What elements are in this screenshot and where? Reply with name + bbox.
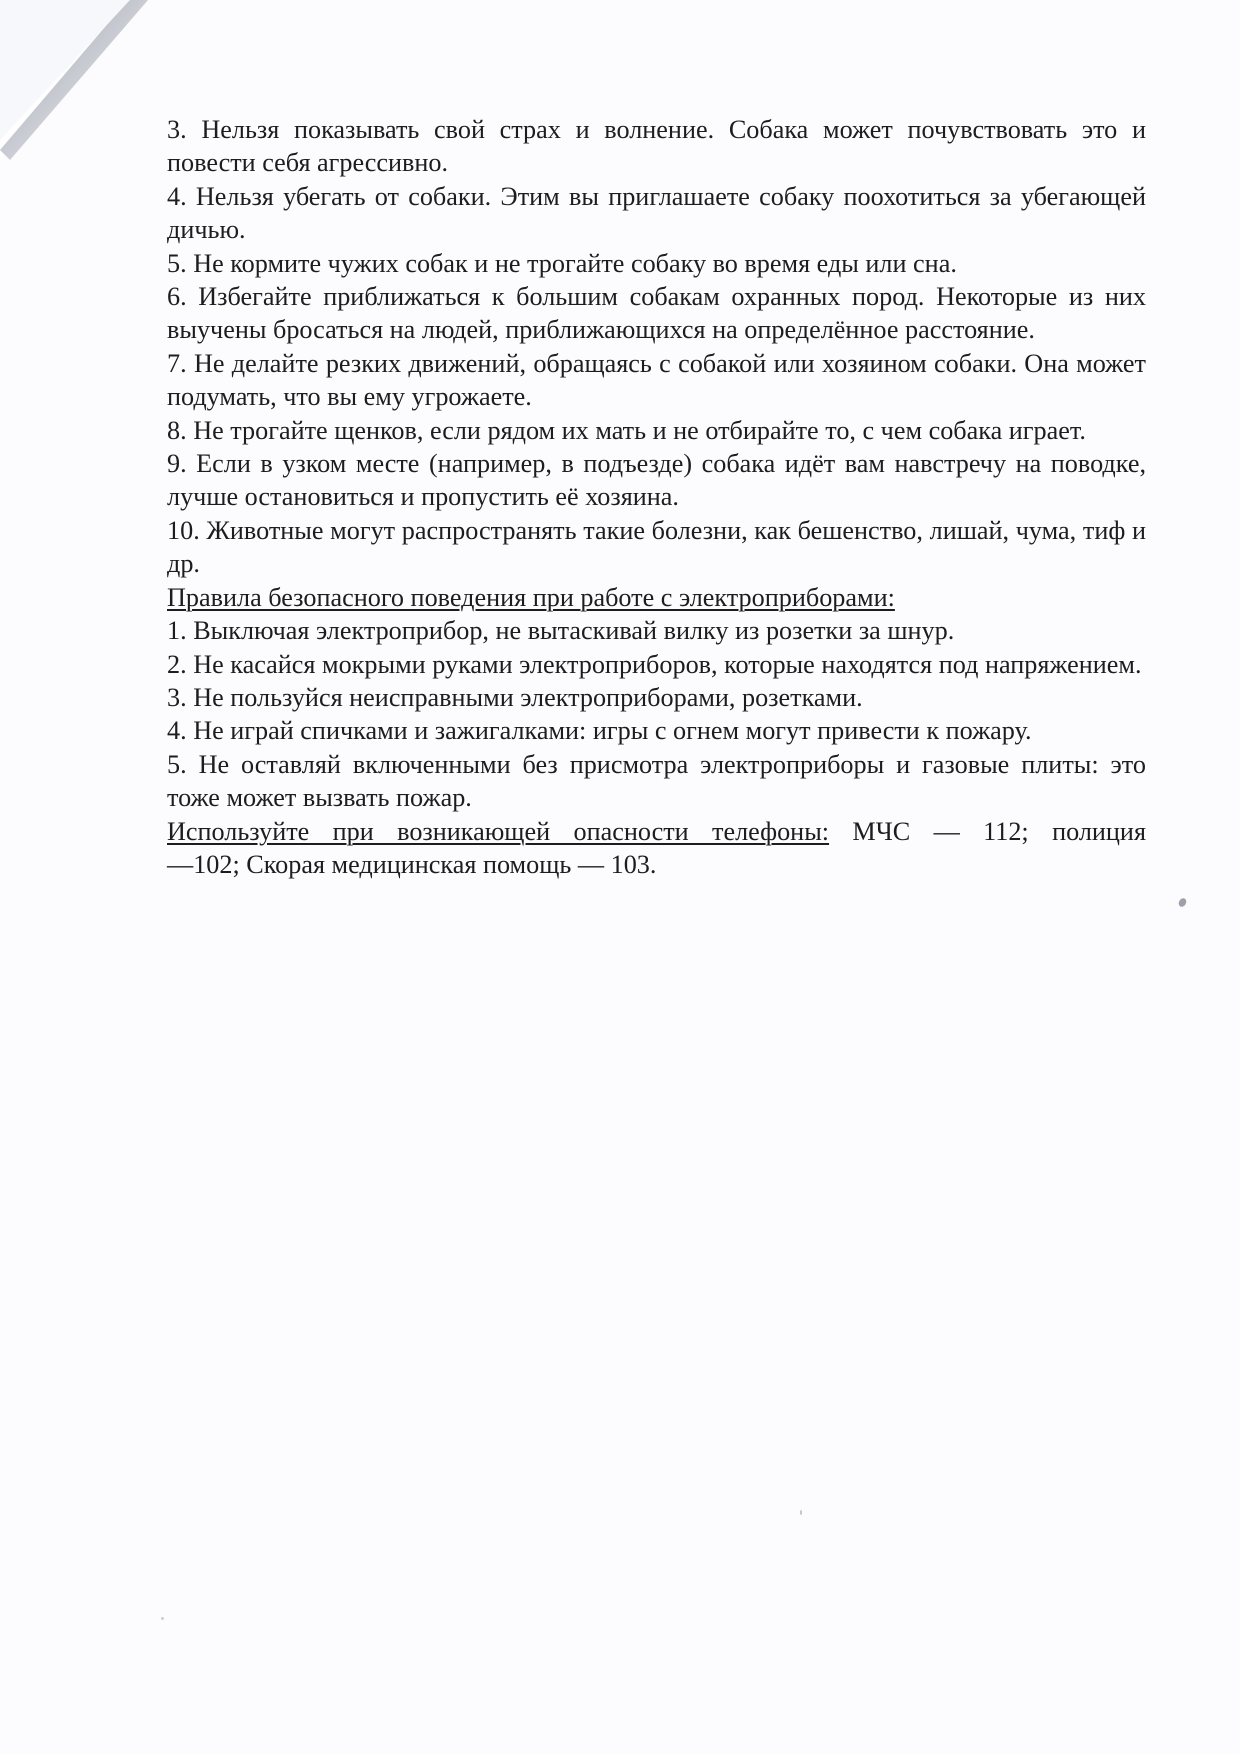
emergency-numbers-part-2: —102; Скорая медицинская помощь — 103.	[167, 849, 657, 879]
rule-item: 3. Нельзя показывать свой страх и волнение. Собака может почувствовать это и повести себя агрессивно.	[167, 115, 1146, 178]
emergency-numbers-part-1: МЧС — 112; полиция	[829, 816, 1146, 846]
emergency-line-1	[167, 815, 1146, 848]
emergency-phones	[167, 815, 1146, 882]
scan-speck	[1177, 897, 1188, 908]
electrical-safety-heading: Правила безопасного поведения при работе с электроприборами:	[167, 582, 895, 612]
electrical-rule-item: 4. Не играй спичками и зажигалками: игры с огнем могут привести к пожару.	[167, 716, 1032, 746]
electrical-rule-item: 2. Не касайся мокрыми руками электроприборов, которые находятся под напряжением.	[167, 649, 1142, 679]
electrical-rule-item: 1. Выключая электроприбор, не вытаскивай вилку из розетки за шнур.	[167, 616, 955, 646]
scan-speck	[800, 1510, 802, 1515]
emergency-heading: Используйте при возникающей опасности телефоны:	[167, 816, 830, 846]
rule-item: 5. Не кормите чужих собак и не трогайте собаку во время еды или сна.	[167, 248, 957, 278]
rule-item: 10. Животные могут распространять такие болезни, как бешенство, лишай, чума, тиф и др.	[167, 515, 1146, 579]
rule-item: 7. Не делайте резких движений, обращаясь с собакой или хозяином собаки. Она может подумать, что вы ему угрожаете.	[167, 348, 1146, 412]
rule-item: 6. Избегайте приближаться к большим собакам охранных пород. Некоторые из них выучены бросаться на людей, приближающихся на определённое расстояние.	[167, 282, 1146, 345]
scan-speck	[161, 1617, 164, 1620]
electrical-rule-item: 3. Не пользуйся неисправными электроприборами, розетками.	[167, 682, 863, 712]
rule-item: 4. Нельзя убегать от собаки. Этим вы приглашаете собаку поохотиться за убегающей дичью.	[167, 181, 1146, 245]
rule-item: 8. Не трогайте щенков, если рядом их мать и не отбирайте то, с чем собака играет.	[167, 415, 1086, 445]
rule-item: 9. Если в узком месте (например, в подъезде) собака идёт вам навстречу на поводке, лучше остановиться и пропустить её хозяина.	[167, 449, 1146, 512]
electrical-rule-item: 5. Не оставляй включенными без присмотра электроприборы и газовые плиты: это тоже может вызвать пожар.	[167, 749, 1146, 813]
document-body	[167, 113, 1146, 881]
folded-corner	[0, 0, 150, 160]
